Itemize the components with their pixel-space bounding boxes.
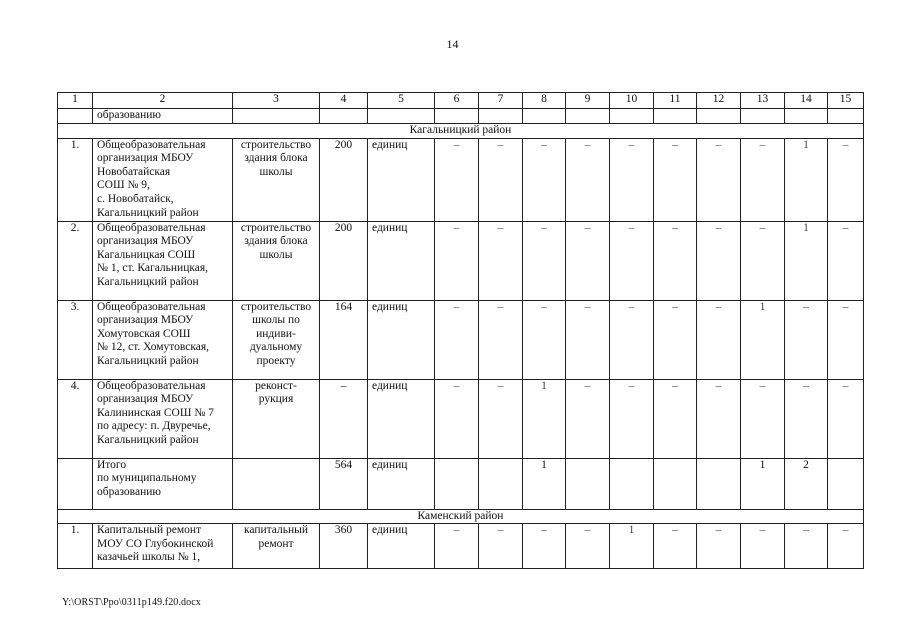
year-value-cell: – <box>479 524 523 569</box>
cell-line: Итого <box>97 458 127 471</box>
empty-cell <box>435 109 479 124</box>
empty-cell <box>320 109 368 124</box>
year-value-cell: – <box>741 524 785 569</box>
row-number-cell: 4. <box>58 379 93 458</box>
work-type-cell <box>233 138 320 221</box>
object-name-cell <box>93 524 233 569</box>
cell-line: капитальный <box>243 524 309 537</box>
row-number-cell <box>58 458 93 509</box>
year-value-cell: – <box>566 379 610 458</box>
table-row <box>58 524 864 569</box>
cell-line: по муниципальному <box>97 472 197 485</box>
year-value-cell: 1 <box>741 300 785 379</box>
cell-line: строительство <box>240 138 312 151</box>
empty-cell <box>741 109 785 124</box>
year-value-cell: – <box>566 300 610 379</box>
cell-line: казачьей школы № 1, <box>97 551 201 564</box>
year-value-cell: – <box>697 221 741 300</box>
section-header-row <box>58 509 864 524</box>
cell-line: рукция <box>258 393 294 406</box>
year-value-cell: 1 <box>785 221 828 300</box>
cell-line: организация МБОУ <box>97 393 194 406</box>
column-header: 13 <box>741 93 785 109</box>
cell-line: Общеобразовательная <box>97 221 206 234</box>
year-value-cell: – <box>523 524 566 569</box>
column-header: 15 <box>828 93 864 109</box>
year-value-cell: – <box>828 379 864 458</box>
cell-line: с. Новобатайск, <box>97 192 174 205</box>
year-value-cell <box>610 458 654 509</box>
row-number-cell: 1. <box>58 524 93 569</box>
year-value-cell: 1 <box>741 458 785 509</box>
year-value-cell <box>654 458 697 509</box>
work-type-cell <box>233 300 320 379</box>
object-name-cell <box>93 300 233 379</box>
unit-cell: единиц <box>368 221 435 300</box>
column-header: 6 <box>435 93 479 109</box>
year-value-cell: – <box>566 138 610 221</box>
year-value-cell: 2 <box>785 458 828 509</box>
total-label-cell <box>93 458 233 509</box>
column-header: 8 <box>523 93 566 109</box>
cell-line: Калининская СОШ № 7 <box>97 406 214 419</box>
cell-line: школы <box>259 248 293 261</box>
year-value-cell: – <box>435 138 479 221</box>
year-value-cell: 1 <box>785 138 828 221</box>
year-value-cell: – <box>610 138 654 221</box>
year-value-cell: – <box>697 300 741 379</box>
cell-line: Кагальницкий район <box>97 275 199 288</box>
cell-line: Хомутовская СОШ <box>97 327 191 340</box>
empty-cell <box>828 109 864 124</box>
year-value-cell: – <box>435 221 479 300</box>
row-number-cell: 3. <box>58 300 93 379</box>
cell-line: здания блока <box>244 235 308 248</box>
cell-line: Кагальницкий район <box>97 206 199 219</box>
work-type-cell <box>233 458 320 509</box>
work-type-cell <box>233 524 320 569</box>
row-number-cell: 1. <box>58 138 93 221</box>
cell-line: Кагальницкий район <box>97 354 199 367</box>
cell-line: Новобатайская <box>97 165 171 178</box>
column-header: 12 <box>697 93 741 109</box>
year-value-cell: – <box>523 138 566 221</box>
unit-cell: единиц <box>368 458 435 509</box>
year-value-cell: – <box>566 524 610 569</box>
unit-cell: единиц <box>368 379 435 458</box>
column-header: 14 <box>785 93 828 109</box>
cell-line: № 12, ст. Хомутовская, <box>97 341 210 354</box>
cell-line: организация МБОУ <box>97 152 194 165</box>
cell-line: Общеобразовательная <box>97 300 206 313</box>
year-value-cell: – <box>828 524 864 569</box>
quantity-cell: 200 <box>320 221 368 300</box>
year-value-cell: – <box>610 221 654 300</box>
cell-line: ремонт <box>258 537 294 550</box>
empty-cell <box>654 109 697 124</box>
cell-line: организация МБОУ <box>97 314 194 327</box>
column-header: 9 <box>566 93 610 109</box>
cell-line: Кагальницкий район <box>97 433 199 446</box>
column-header: 1 <box>58 93 93 109</box>
year-value-cell: – <box>741 138 785 221</box>
quantity-cell: 360 <box>320 524 368 569</box>
column-header: 11 <box>654 93 697 109</box>
year-value-cell: – <box>741 379 785 458</box>
object-name-cell <box>93 221 233 300</box>
cell-line: строительство <box>240 300 312 313</box>
empty-cell <box>566 109 610 124</box>
year-value-cell <box>566 458 610 509</box>
section-header-row <box>58 124 864 139</box>
year-value-cell: – <box>828 138 864 221</box>
cell-line: проекту <box>256 354 296 367</box>
cell-line: индиви- <box>256 327 296 340</box>
empty-cell <box>233 109 320 124</box>
year-value-cell <box>435 458 479 509</box>
year-value-cell: – <box>523 300 566 379</box>
year-value-cell: – <box>435 379 479 458</box>
year-value-cell: – <box>741 221 785 300</box>
data-table <box>57 92 864 569</box>
cell-line: по адресу: п. Двуречье, <box>97 420 211 433</box>
empty-cell <box>368 109 435 124</box>
empty-cell <box>523 109 566 124</box>
cell-line: Общеобразовательная <box>97 379 206 392</box>
year-value-cell: – <box>610 379 654 458</box>
unit-cell: единиц <box>368 524 435 569</box>
column-header: 7 <box>479 93 523 109</box>
cell-line: строительство <box>240 221 312 234</box>
cell-line: МОУ СО Глубокинской <box>97 537 214 550</box>
year-value-cell: – <box>697 524 741 569</box>
year-value-cell <box>828 458 864 509</box>
year-value-cell: – <box>566 221 610 300</box>
year-value-cell: – <box>654 300 697 379</box>
column-header: 4 <box>320 93 368 109</box>
column-header: 5 <box>368 93 435 109</box>
year-value-cell: – <box>697 138 741 221</box>
table-row <box>58 221 864 300</box>
empty-cell <box>610 109 654 124</box>
cell-line: образованию <box>97 485 161 498</box>
year-value-cell: – <box>654 379 697 458</box>
quantity-cell: – <box>320 379 368 458</box>
object-name-cell <box>93 138 233 221</box>
document-path-footer: Y:\ORST\Ppo\0311p149.f20.docx <box>62 597 201 608</box>
year-value-cell: – <box>479 221 523 300</box>
year-value-cell: – <box>697 379 741 458</box>
object-name-cell: образованию <box>93 109 233 124</box>
cell-line: школы по <box>252 314 300 327</box>
table-row <box>58 379 864 458</box>
quantity-cell: 164 <box>320 300 368 379</box>
year-value-cell: 1 <box>610 524 654 569</box>
cell-line: Общеобразовательная <box>97 138 206 151</box>
empty-cell <box>697 109 741 124</box>
year-value-cell: – <box>435 300 479 379</box>
year-value-cell: – <box>654 138 697 221</box>
object-name-cell <box>93 379 233 458</box>
year-value-cell: – <box>479 138 523 221</box>
cell-line: дуальному <box>249 341 303 354</box>
year-value-cell: – <box>479 379 523 458</box>
year-value-cell: – <box>654 221 697 300</box>
cell-line: СОШ № 9, <box>97 179 150 192</box>
year-value-cell: – <box>785 524 828 569</box>
table-row <box>58 300 864 379</box>
column-header: 2 <box>93 93 233 109</box>
quantity-cell: 200 <box>320 138 368 221</box>
cell-line: организация МБОУ <box>97 235 194 248</box>
year-value-cell <box>479 458 523 509</box>
table-row <box>58 138 864 221</box>
unit-cell: единиц <box>368 138 435 221</box>
year-value-cell <box>697 458 741 509</box>
year-value-cell: – <box>785 379 828 458</box>
row-number-cell <box>58 109 93 124</box>
unit-cell: единиц <box>368 300 435 379</box>
year-value-cell: – <box>435 524 479 569</box>
year-value-cell: – <box>654 524 697 569</box>
work-type-cell <box>233 221 320 300</box>
year-value-cell: 1 <box>523 379 566 458</box>
continued-row <box>58 109 864 124</box>
cell-line: Кагальницкая СОШ <box>97 248 196 261</box>
year-value-cell: 1 <box>523 458 566 509</box>
empty-cell <box>479 109 523 124</box>
cell-line: Капитальный ремонт <box>97 524 202 537</box>
year-value-cell: – <box>479 300 523 379</box>
column-header: 3 <box>233 93 320 109</box>
cell-line: реконст- <box>255 379 297 392</box>
cell-line: № 1, ст. Кагальницкая, <box>97 262 209 275</box>
row-number-cell: 2. <box>58 221 93 300</box>
column-header: 10 <box>610 93 654 109</box>
year-value-cell: – <box>828 221 864 300</box>
total-row <box>58 458 864 509</box>
quantity-cell: 564 <box>320 458 368 509</box>
year-value-cell: – <box>828 300 864 379</box>
page-number: 14 <box>446 37 459 51</box>
year-value-cell: – <box>523 221 566 300</box>
year-value-cell: – <box>610 300 654 379</box>
cell-line: здания блока <box>244 152 308 165</box>
district-title: Каменский район <box>58 509 864 524</box>
cell-line: школы <box>259 165 293 178</box>
district-title: Кагальницкий район <box>58 124 864 139</box>
work-type-cell <box>233 379 320 458</box>
column-header-row <box>58 93 864 109</box>
empty-cell <box>785 109 828 124</box>
year-value-cell: – <box>785 300 828 379</box>
